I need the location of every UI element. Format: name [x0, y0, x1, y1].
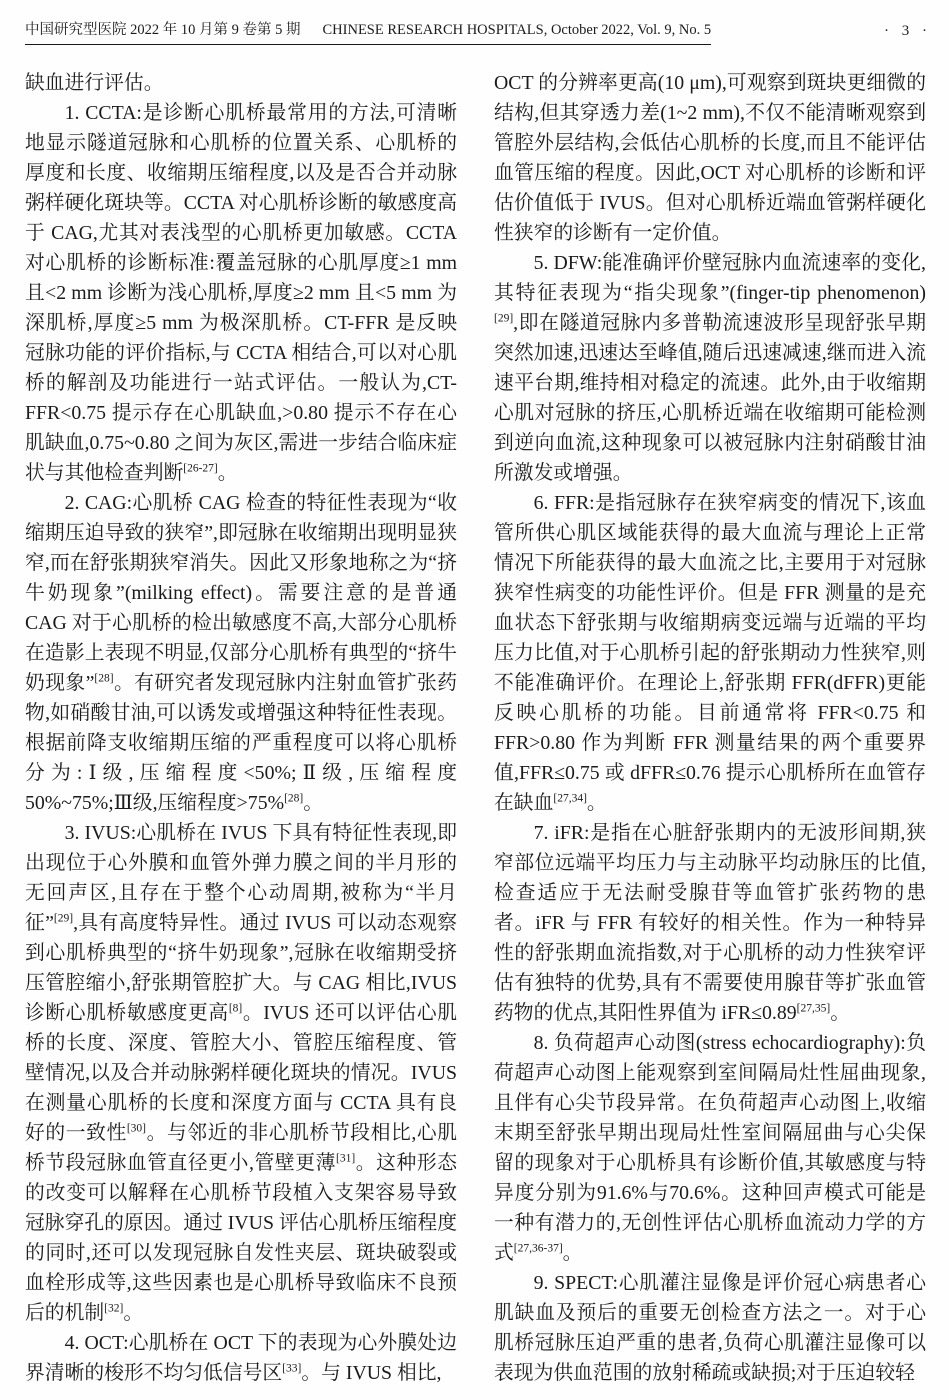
journal-title-cn: 中国研究型医院 2022 年 10 月第 9 卷第 5 期 [25, 22, 301, 38]
citation-ref: [29] [494, 312, 514, 325]
paragraph: 9. SPECT:心肌灌注显像是评价冠心病患者心肌缺血及预后的重要无创检查方法之一。对于心肌桥冠脉压迫严重的患者,负荷心肌灌注显像可以表现为供血范围的放射稀疏或缺损;对于压迫较轻 [494, 1272, 926, 1384]
citation-ref: [8] [228, 1002, 243, 1015]
citation-ref: [28] [284, 792, 304, 805]
paragraph: OCT 的分辨率更高(10 μm),可观察到斑块更细微的结构,但其穿透力差(1~2 mm),不仅不能清晰观察到管腔外层结构,会低估心肌桥的长度,而且不能评估血管压缩的程度。因此,OCT 对心肌桥的诊断和评估价值低于 IVUS。但对心肌桥近端血管粥样硬化性狭窄的诊断有一定价值。 [494, 72, 926, 244]
paragraph: 7. iFR:是指在心脏舒张期内的无波形间期,狭窄部位远端平均压力与主动脉平均动脉压的比值,检查适应于无法耐受腺苷等血管扩张药物的患者。iFR 与 FFR 有较好的相关性。作为一种特异性的舒张期血流指数,对于心肌桥的动力性狭窄评估有独特的优势,具有不需要使用腺苷等扩张血管药物的优点,其阳性界值为 iFR≤0.89[27,35]。 [494, 822, 926, 1024]
citation-ref: [33] [282, 1362, 302, 1375]
paragraph: 3. IVUS:心肌桥在 IVUS 下具有特征性表现,即出现位于心外膜和血管外弹力膜之间的半月形的无回声区,且存在于整个心动周期,被称为“半月征”[29],具有高度特异性。通过 IVUS 可以动态观察到心肌桥典型的“挤牛奶现象”,冠脉在收缩期受挤压管腔缩小,舒张期管腔扩大。与 CAG 相比,IVUS 诊断心肌桥敏感度更高[8]。IVUS 还可以评估心肌桥的长度、深度、管腔大小、管腔压缩程度、管壁情况,以及合并动脉粥样硬化斑块的情况。IVUS 在测量心肌桥的长度和深度方面与 CCTA 具有良好的一致性[30]。与邻近的非心肌桥节段相比,心肌桥节段冠脉血管直径更小,管壁更薄[31]。这种形态的改变可以解释在心肌桥节段植入支架容易导致冠脉穿孔的原因。通过 IVUS 评估心肌桥压缩程度的同时,还可以发现冠脉自发性夹层、斑块破裂或血栓形成等,这些因素也是心肌桥导致临床不良预后的机制[32]。 [25, 822, 458, 1324]
paragraph: 4. OCT:心肌桥在 OCT 下的表现为心外膜处边界清晰的梭形不均匀低信号区[33]。与 IVUS 相比, [25, 1332, 457, 1384]
paragraph: 6. FFR:是指冠脉存在狭窄病变的情况下,该血管所供心肌区域能获得的最大血流与理论上正常情况下所能获得的最大血流之比,主要用于对冠脉狭窄性病变的功能性评价。但是 FFR 测量的是充血状态下舒张期与收缩期病变远端与近端的平均压力比值,对于心肌桥引起的舒张期动力性狭窄,则不能准确评价。在理论上,舒张期 FFR(dFFR)更能反映心肌桥的功能。目前通常将 FFR<0.75 和 FFR>0.80 作为判断 FFR 测量结果的两个重要界值,FFR≤0.75 或 dFFR≤0.76 提示心肌桥所在血管存在缺血[27,34]。 [494, 492, 926, 814]
citation-ref: [27,36-37] [513, 1242, 563, 1255]
paragraph: 1. CCTA:是诊断心肌桥最常用的方法,可清晰地显示隧道冠脉和心肌桥的位置关系、心肌桥的厚度和长度、收缩期压缩程度,以及是否合并动脉粥样硬化斑块等。CCTA 对心肌桥诊断的敏感度高于 CAG,尤其对表浅型的心肌桥更加敏感。CCTA 对心肌桥的诊断标准:覆盖冠脉的心肌厚度≥1 mm 且<2 mm 诊断为浅心肌桥,厚度≥2 mm 且<5 mm 为深肌桥,厚度≥5 mm 为极深肌桥。CT-FFR 是反映冠脉功能的评价指标,与 CCTA 相结合,可以对心肌桥的解剖及功能进行一站式评估。一般认为,CT-FFR<0.75 提示存在心肌缺血,>0.80 提示不存在心肌缺血,0.75~0.80 之间为灰区,需进一步结合临床症状与其他检查判断[26-27]。 [25, 102, 457, 484]
paragraph: 8. 负荷超声心动图(stress echocardiography):负荷超声心动图上能观察到室间隔局灶性屈曲现象,且伴有心尖节段异常。在负荷超声心动图上,收缩末期至舒张早期出现局灶性室间隔屈曲与心尖保留的现象对于心肌桥具有诊断价值,其敏感度与特异度分别为91.6%与70.6%。这种回声模式可能是一种有潜力的,无创性评估心肌桥血流动力学的方式[27,36-37]。 [494, 1032, 926, 1264]
article-body [25, 68, 926, 1388]
citation-ref: [31] [336, 1152, 356, 1165]
journal-title-en: CHINESE RESEARCH HOSPITALS, October 2022, Vol. 9, No. 5 [322, 22, 712, 38]
citation-ref: [29] [53, 912, 74, 925]
paragraph: 缺血进行评估。 [25, 72, 164, 94]
paragraph: 2. CAG:心肌桥 CAG 检查的特征性表现为“收缩期压迫导致的狭窄”,即冠脉在收缩期出现明显狭窄,而在舒张期狭窄消失。因此又形象地称之为“挤牛奶现象”(milking effect)。需要注意的是普通 CAG 对于心肌桥的检出敏感度不高,大部分心肌桥在造影上表现不明显,仅部分心肌桥有典型的“挤牛奶现象”[28]。有研究者发现冠脉内注射血管扩张药物,如硝酸甘油,可以诱发或增强这种特征性表现。根据前降支收缩期压缩的严重程度可以将心肌桥分为:Ⅰ级,压缩程度<50%;Ⅱ级,压缩程度50%~75%;Ⅲ级,压缩程度>75%[28]。 [25, 492, 457, 814]
citation-ref: [27,35] [796, 1002, 831, 1015]
citation-ref: [27,34] [553, 792, 587, 805]
citation-ref: [32] [104, 1302, 124, 1315]
right-column [494, 68, 926, 1388]
left-column [25, 68, 457, 1388]
page-header [25, 22, 927, 45]
citation-ref: [26-27] [183, 462, 218, 475]
page-number: · 3 · [884, 23, 927, 40]
citation-ref: [28] [94, 672, 114, 685]
journal-masthead [25, 22, 711, 45]
paragraph: 5. DFW:能准确评价壁冠脉内血流速率的变化,其特征表现为“指尖现象”(finger-tip phenomenon)[29],即在隧道冠脉内多普勒流速波形呈现舒张早期突然加速,迅速达至峰值,随后迅速减速,继而进入流速平台期,维持相对稳定的流速。此外,由于收缩期心肌对冠脉的挤压,心肌桥近端在收缩期可能检测到逆向血流,这种现象可以被冠脉内注射硝酸甘油所激发或增强。 [494, 252, 926, 484]
citation-ref: [30] [126, 1122, 146, 1135]
